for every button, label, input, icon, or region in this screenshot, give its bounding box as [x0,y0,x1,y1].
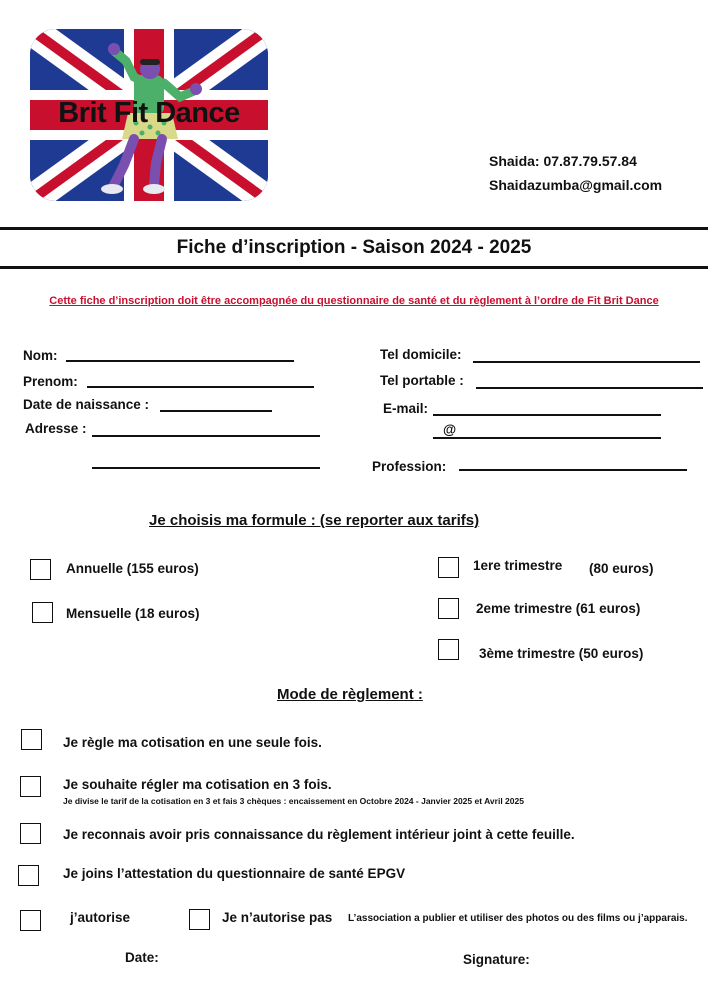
formule-heading: Je choisis ma formule : (se reporter aux tarifs) [149,512,480,529]
prenom-field[interactable] [87,386,314,388]
trimestre-3-label: 3ème trimestre (50 euros) [479,646,644,661]
trimestre-3-checkbox[interactable] [438,639,459,660]
brit-fit-dance-logo [30,29,268,201]
reglement-heading: Mode de règlement : [277,686,423,703]
tel-portable-field[interactable] [476,387,703,389]
adresse-field[interactable] [92,435,320,437]
trois-fois-label: Je souhaite régler ma cotisation en 3 fois. [63,777,332,792]
nom-field[interactable] [66,360,294,362]
logo-text: Brit Fit Dance [58,97,240,129]
trois-fois-checkbox[interactable] [20,776,41,797]
signature-label: Signature: [463,952,530,967]
email-domain-field[interactable] [433,437,661,439]
title-rule-bottom [0,266,708,269]
date-naissance-label: Date de naissance : [23,397,150,412]
autorise-pas-label: Je n’autorise pas [222,910,333,925]
contact-email: Shaidazumba@gmail.com [489,177,663,193]
prenom-label: Prenom: [23,374,78,389]
seule-fois-checkbox[interactable] [21,729,42,750]
seule-fois-label: Je règle ma cotisation en une seule fois. [63,735,322,750]
notice-text: Cette fiche d’inscription doit être accompagnée du questionnaire de santé et du règlement à l’ordre de Fit Brit Dance [49,295,659,307]
profession-field[interactable] [459,469,687,471]
mensuelle-checkbox[interactable] [32,602,53,623]
title-rule-top [0,227,708,230]
photos-note: L’association a publier et utiliser des photos ou des films ou j’apparais. [348,913,688,924]
reglement-interieur-checkbox[interactable] [20,823,41,844]
trimestre-2-label: 2eme trimestre (61 euros) [476,601,641,616]
adresse-label: Adresse : [25,421,87,436]
form-title: Fiche d’inscription - Saison 2024 - 2025 [176,237,532,258]
email-label: E-mail: [383,401,429,416]
date-naissance-field[interactable] [160,410,272,412]
contact-phone: Shaida: 07.87.79.57.84 [489,153,637,169]
autorise-pas-checkbox[interactable] [189,909,210,930]
tel-domicile-field[interactable] [473,361,700,363]
trimestre-1-price: (80 euros) [589,561,654,576]
attestation-label: Je joins l’attestation du questionnaire de santé EPGV [63,866,406,881]
tel-portable-label: Tel portable : [380,373,464,388]
reglement-interieur-label: Je reconnais avoir pris connaissance du règlement intérieur joint à cette feuille. [63,827,575,842]
adresse-field-line-2[interactable] [92,467,320,469]
annuelle-label: Annuelle (155 euros) [66,561,199,576]
trois-fois-note: Je divise le tarif de la cotisation en 3 et fais 3 chèques : encaissement en Octobre 2024 - Janvier 2025 et Avril 2025 [63,796,524,806]
autorise-checkbox[interactable] [20,910,41,931]
nom-label: Nom: [23,348,58,363]
profession-label: Profession: [372,459,447,474]
trimestre-1-checkbox[interactable] [438,557,459,578]
email-at-sign: @ [443,422,457,437]
mensuelle-label: Mensuelle (18 euros) [66,606,200,621]
trimestre-2-checkbox[interactable] [438,598,459,619]
annuelle-checkbox[interactable] [30,559,51,580]
tel-domicile-label: Tel domicile: [380,347,462,362]
date-label: Date: [125,950,159,965]
attestation-checkbox[interactable] [18,865,39,886]
autorise-label: j’autorise [70,910,131,925]
trimestre-1-label: 1ere trimestre [473,558,563,573]
email-field[interactable] [433,414,661,416]
